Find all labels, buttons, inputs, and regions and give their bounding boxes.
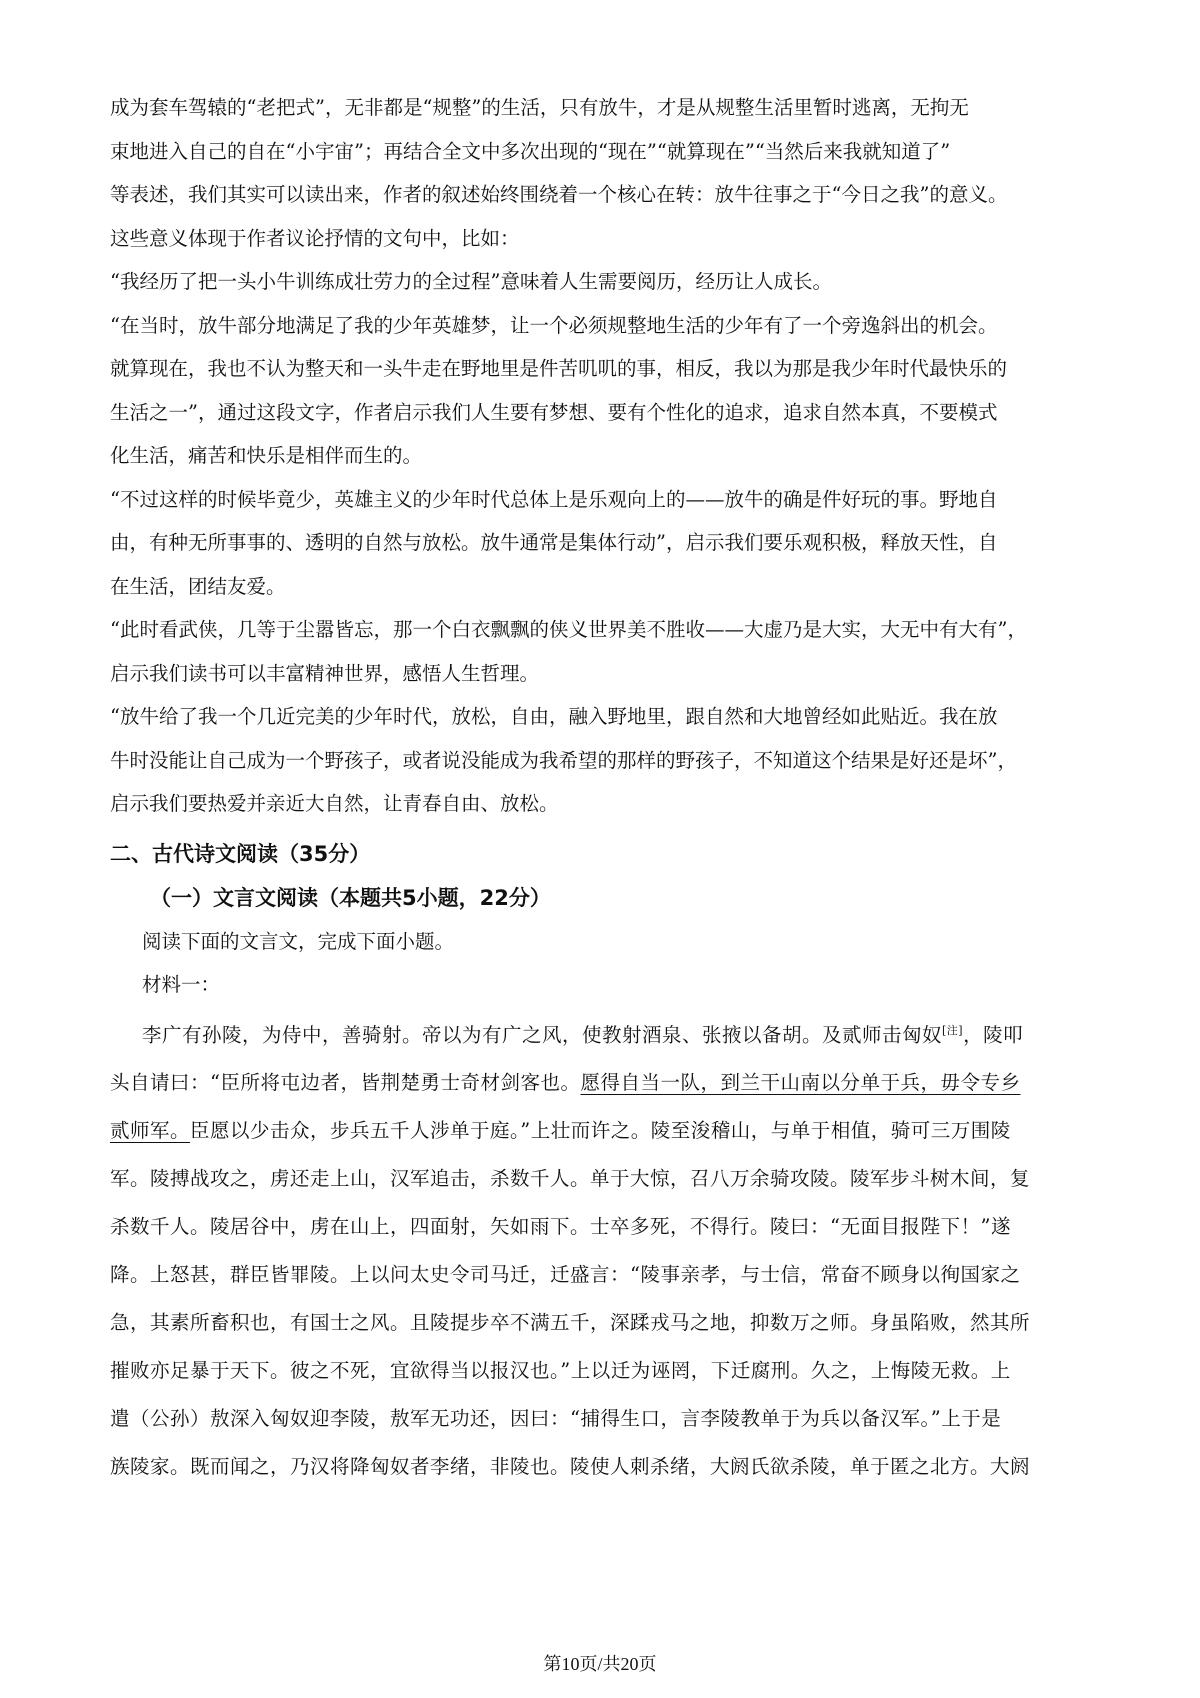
- analysis-line: 由，有种无所事事的、透明的自然与放松。放牛通常是集体行动”，启示我们要乐观积极，释放天性，自: [110, 531, 998, 554]
- page-number: 第10页/共20页: [543, 1654, 657, 1674]
- instruction-text: 阅读下面的文言文，完成下面小题。: [142, 929, 455, 953]
- page-content: [110, 86, 1100, 1491]
- classical-line: [110, 1007, 1100, 1060]
- classical-line: 杀数千人。陵居谷中，虏在山上，四面射，矢如雨下。士卒多死，不得行。陵曰：“无面目报陛下！”遂: [110, 1215, 1011, 1238]
- analysis-line: 束地进入自己的自在“小宇宙”；再结合全文中多次出现的“现在”“就算现在”“当然后来我就知道了”: [110, 139, 951, 163]
- subsection-title: （一）文言文阅读（本题共5小题，22分）: [150, 885, 551, 910]
- section-title: 二、古代诗文阅读（35分）: [110, 841, 371, 866]
- analysis-line: 启示我们读书可以丰富精神世界，感悟人生哲理。: [110, 661, 540, 685]
- classical-line: 降。上怒甚，群臣皆罪陵。上以问太史令司马迁，迁盛言：“陵事亲孝，与士信，常奋不顾身以徇国家之: [110, 1263, 1021, 1286]
- analysis-line: 这些意义体现于作者议论抒情的文句中，比如：: [110, 226, 520, 250]
- analysis-line: “此时看武侠，几等于尘嚣皆忘，那一个白衣飘飘的侠义世界美不胜收——大虚乃是大实，大无中有大有”，: [110, 618, 1027, 641]
- analysis-line: “在当时，放牛部分地满足了我的少年英雄梦，让一个必须规整地生活的少年有了一个旁逸斜出的机会。: [110, 313, 998, 337]
- classical-text: 头自请曰：“臣所将屯边者，皆荆楚勇士奇材剑客也。: [110, 1071, 581, 1094]
- analysis-line: 生活之一”，通过这段文字，作者启示我们人生要有梦想、要有个性化的追求，追求自然本真，不要模式: [110, 400, 998, 424]
- classical-line: 军。陵搏战攻之，虏还走上山，汉军追击，杀数千人。单于大惊，召八万余骑攻陵。陵军步斗树木间，复: [110, 1167, 1031, 1190]
- footnote-marker: [注]: [942, 1023, 964, 1037]
- analysis-line: “我经历了把一头小牛训练成壮劳力的全过程”意味着人生需要阅历，经历让人成长。: [110, 270, 832, 293]
- classical-line: 摧败亦足暴于天下。彼之不死，宜欲得当以报汉也。”上以迁为诬罔，下迁腐刑。久之，上悔陵无救。上: [110, 1359, 1011, 1382]
- analysis-line: 启示我们要热爱并亲近大自然，让青春自由、放松。: [110, 792, 559, 815]
- analysis-line: “放牛给了我一个几近完美的少年时代，放松，自由，融入野地里，跟自然和大地曾经如此贴近。我在放: [110, 705, 998, 728]
- classical-text: 李广有孙陵，为侍中，善骑射。帝以为有广之风，使教射酒泉、张掖以备胡。及贰师击匈奴: [142, 1023, 943, 1046]
- material-label: 材料一：: [142, 973, 221, 996]
- analysis-line: 等表述，我们其实可以读出来，作者的叙述始终围绕着一个核心在转：放牛往事之于“今日之我”的意义。: [110, 183, 1008, 206]
- analysis-line: 就算现在，我也不认为整天和一头牛走在野地里是件苦叽叽的事，相反，我以为那是我少年时代最快乐的: [110, 357, 1008, 380]
- classical-text: ，陵叩: [963, 1023, 1024, 1046]
- classical-line: [110, 1059, 1100, 1107]
- analysis-line: 牛时没能让自己成为一个野孩子，或者说没能成为我希望的那样的野孩子，不知道这个结果是好还是坏”，: [110, 748, 1017, 772]
- underlined-sentence: 贰师军。: [110, 1119, 191, 1142]
- analysis-line: 化生活，痛苦和快乐是相伴而生的。: [110, 444, 423, 467]
- analysis-line: 在生活，团结友爱。: [110, 574, 286, 598]
- classical-line: [110, 1107, 1100, 1155]
- analysis-line: “不过这样的时候毕竟少，英雄主义的少年时代总体上是乐观向上的——放牛的确是件好玩的事。野地自: [110, 487, 998, 511]
- classical-text: 臣愿以少击众，步兵五千人涉单于庭。”上壮而许之。陵至浚稽山，与单于相值，骑可三万围陵: [190, 1119, 1011, 1142]
- analysis-line: 成为套车驾辕的“老把式”，无非都是“规整”的生活，只有放牛，才是从规整生活里暂时逃离，无拘无: [110, 96, 969, 119]
- classical-line: 急，其素所畜积也，有国士之风。且陵提步卒不满五千，深蹂戎马之地，抑数万之师。身虽陷败，然其所: [110, 1311, 1031, 1334]
- classical-line: 遣（公孙）敖深入匈奴迎李陵，敖军无功还，因曰：“捕得生口，言李陵教单于为兵以备汉军。”上于是: [110, 1407, 1002, 1430]
- classical-line: 族陵家。既而闻之，乃汉将降匈奴者李绪，非陵也。陵使人刺杀绪，大阏氏欲杀陵，单于匿之北方。大阏: [110, 1455, 1031, 1478]
- underlined-sentence: 愿得自当一队，到兰干山南以分单于兵，毋令专乡: [580, 1071, 1021, 1094]
